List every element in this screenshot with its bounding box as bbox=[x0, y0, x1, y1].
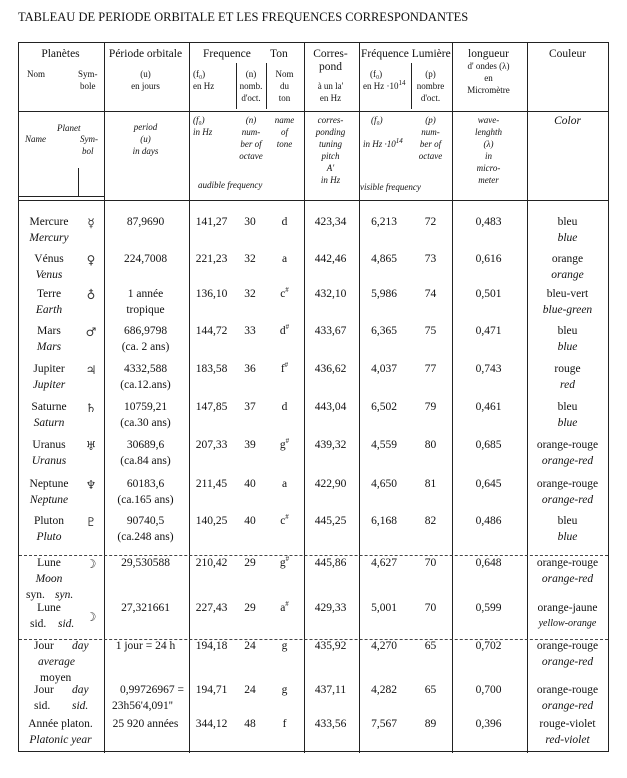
row-wavelength: 0,501 bbox=[475, 288, 502, 300]
row-period: 30689,6 bbox=[126, 439, 165, 451]
row-frequency: 136,10 bbox=[195, 288, 228, 300]
row-name-en: Uranus bbox=[31, 455, 67, 467]
row-name-fr: Mars bbox=[37, 325, 61, 337]
planet-symbol-icon: ♄ bbox=[85, 401, 97, 415]
row-tuning-pitch: 445,25 bbox=[314, 515, 347, 527]
row-color-en: blue bbox=[557, 531, 578, 543]
row-period: 0,99726967 = bbox=[120, 684, 184, 696]
row-period: 4332,588 bbox=[123, 363, 168, 375]
row-frequency: 140,25 bbox=[195, 515, 228, 527]
header-en-p-3: octave bbox=[418, 151, 443, 161]
row-light-frequency: 6,502 bbox=[371, 401, 397, 413]
row-tone bbox=[266, 719, 303, 731]
row-frequency: 147,85 bbox=[195, 401, 228, 413]
row-frequency: 221,23 bbox=[195, 253, 228, 265]
tone-name: c bbox=[280, 515, 286, 527]
header-visible-frequency: visible frequency bbox=[360, 182, 421, 192]
row-name-fr3: moyen bbox=[40, 672, 72, 684]
tone-sharp: # bbox=[284, 361, 289, 370]
header-fl-sym: (f₀) bbox=[370, 69, 383, 79]
row-tuning-pitch: 435,92 bbox=[314, 640, 347, 652]
row-tuning-pitch: 422,90 bbox=[314, 478, 347, 490]
row-wavelength: 0,471 bbox=[475, 325, 502, 337]
row-frequency: 207,33 bbox=[195, 439, 228, 451]
header-longueur-4: Micromètre bbox=[467, 85, 510, 95]
header-en-corr-3: tuning bbox=[318, 139, 342, 149]
row-frequency: 211,45 bbox=[195, 478, 228, 490]
row-tuning-pitch: 429,33 bbox=[314, 602, 347, 614]
row-tuning-pitch: 423,34 bbox=[314, 216, 347, 228]
header-planetes: Planètes bbox=[41, 48, 80, 60]
row-wavelength: 0,599 bbox=[475, 602, 502, 614]
row-light-octaves: 72 bbox=[424, 216, 437, 228]
header-en-p-sym: (p) bbox=[425, 115, 436, 125]
tone-name: g bbox=[279, 439, 286, 451]
row-color-en: orange-red bbox=[541, 700, 594, 712]
header-divider bbox=[19, 200, 608, 201]
row-tone bbox=[266, 286, 303, 301]
row-period: 87,9690 bbox=[126, 216, 165, 228]
row-color-en: blue-green bbox=[542, 304, 593, 316]
header-divider bbox=[19, 111, 608, 112]
header-n-2: d'oct. bbox=[241, 93, 261, 103]
row-wavelength: 0,461 bbox=[475, 401, 502, 413]
header-n-1: nomb. bbox=[239, 81, 263, 91]
row-period: 25 920 années bbox=[112, 718, 179, 730]
row-period: 1 année bbox=[127, 288, 164, 300]
row-octaves: 33 bbox=[244, 325, 256, 337]
row-light-frequency: 4,627 bbox=[371, 557, 397, 569]
row-color-en: blue bbox=[557, 341, 578, 353]
fl-unit-exp: 14 bbox=[398, 79, 406, 87]
row-name-en2: sid. bbox=[72, 700, 89, 712]
header-en-wave-3: (λ) bbox=[483, 139, 494, 149]
row-light-frequency: 5,001 bbox=[371, 602, 397, 614]
row-octaves: 36 bbox=[244, 363, 256, 375]
row-period: 90740,5 bbox=[126, 515, 165, 527]
header-en-f-unit: in Hz bbox=[193, 127, 213, 137]
row-name-fr: Neptune bbox=[29, 478, 69, 490]
row-wavelength: 0,645 bbox=[475, 478, 502, 490]
row-wavelength: 0,702 bbox=[475, 640, 502, 652]
row-period-2: tropique bbox=[126, 304, 165, 316]
header-fl-unit bbox=[363, 79, 406, 91]
header-couleur: Couleur bbox=[548, 48, 587, 60]
row-octaves: 40 bbox=[244, 478, 256, 490]
row-light-octaves: 81 bbox=[424, 478, 437, 490]
row-frequency: 194,18 bbox=[195, 640, 228, 652]
row-color-fr: orange-jaune bbox=[537, 602, 598, 614]
row-period-2: (ca.12.ans) bbox=[120, 379, 171, 391]
header-periode: Période orbitale bbox=[108, 48, 183, 60]
header-corr-4: en Hz bbox=[319, 93, 342, 103]
row-light-octaves: 73 bbox=[424, 253, 437, 265]
row-frequency: 194,71 bbox=[195, 684, 228, 696]
row-color-en: orange-red bbox=[541, 455, 594, 467]
row-wavelength: 0,648 bbox=[475, 557, 502, 569]
tone-name: g bbox=[281, 640, 288, 652]
header-name: Name bbox=[25, 134, 46, 144]
row-octaves: 39 bbox=[244, 439, 256, 451]
row-name-en: Venus bbox=[35, 269, 63, 281]
tone-name: a bbox=[281, 253, 288, 265]
row-name-en: day bbox=[72, 640, 89, 652]
row-wavelength: 0,616 bbox=[475, 253, 502, 265]
row-wavelength: 0,685 bbox=[475, 439, 502, 451]
header-symbole-1: Sym- bbox=[78, 69, 98, 79]
fl-unit-text-en: in Hz ·10 bbox=[363, 139, 396, 149]
row-light-frequency: 4,559 bbox=[371, 439, 397, 451]
section-divider bbox=[19, 555, 608, 556]
row-name-en: Saturn bbox=[33, 417, 65, 429]
row-name-en: Pluto bbox=[36, 531, 62, 543]
row-tone bbox=[266, 254, 303, 266]
row-light-frequency: 5,986 bbox=[371, 288, 397, 300]
header-en-tone-2: of bbox=[280, 127, 288, 137]
row-color-en: orange-red bbox=[541, 573, 594, 585]
planet-symbol-icon: ♃ bbox=[85, 363, 97, 377]
section-divider bbox=[19, 639, 608, 640]
row-color-en: blue bbox=[557, 417, 578, 429]
row-color-fr: bleu bbox=[557, 325, 578, 337]
row-color-fr: bleu bbox=[557, 401, 578, 413]
header-period-1: period bbox=[133, 122, 158, 132]
row-color-fr: bleu-vert bbox=[546, 288, 589, 300]
header-corr-2: pond bbox=[319, 61, 342, 73]
row-octaves: 40 bbox=[244, 515, 256, 527]
row-period: 29,530588 bbox=[121, 557, 170, 569]
row-name-fr: Saturne bbox=[31, 401, 67, 413]
sym-divider bbox=[19, 196, 104, 197]
header-longueur-1: longueur bbox=[468, 48, 509, 60]
row-tuning-pitch: 443,04 bbox=[314, 401, 347, 413]
row-light-frequency: 4,650 bbox=[371, 478, 397, 490]
row-name-en: Mars bbox=[36, 341, 62, 353]
header-p-sym: (p) bbox=[425, 69, 436, 79]
header-ton-2: du bbox=[280, 81, 289, 91]
row-tone bbox=[266, 402, 303, 414]
row-tuning-pitch: 442,46 bbox=[314, 253, 347, 265]
row-tuning-pitch: 433,67 bbox=[314, 325, 347, 337]
header-en-wave-1: wave- bbox=[477, 115, 500, 125]
tone-sharp: # bbox=[285, 323, 290, 332]
tone-sharp: # bbox=[285, 437, 290, 446]
row-name-fr: Mercure bbox=[29, 216, 69, 228]
row-tone bbox=[266, 555, 303, 570]
row-light-frequency: 6,365 bbox=[371, 325, 397, 337]
header-ton-3: ton bbox=[278, 93, 291, 103]
planet-symbol-icon: ♅ bbox=[85, 439, 97, 453]
header-frequence: Frequence bbox=[203, 48, 251, 60]
planet-symbol-icon: ♂ bbox=[85, 325, 97, 339]
row-color-fr: orange-rouge bbox=[536, 557, 599, 569]
row-color-en: blue bbox=[557, 232, 578, 244]
row-octaves: 29 bbox=[244, 602, 256, 614]
row-period-2: (ca.248 ans) bbox=[117, 531, 174, 543]
row-period: 224,7008 bbox=[123, 253, 168, 265]
row-light-frequency: 6,213 bbox=[371, 216, 397, 228]
header-symbole-2: bole bbox=[80, 81, 96, 91]
row-period: 10759,21 bbox=[123, 401, 168, 413]
row-octaves: 24 bbox=[244, 684, 256, 696]
header-symbol-1: Sym- bbox=[80, 134, 98, 144]
row-name-fr: Lune bbox=[37, 602, 61, 614]
header-en-n-1: num- bbox=[241, 127, 261, 137]
row-name-en: Platonic year bbox=[29, 734, 92, 746]
header-f-sym: (f₀) bbox=[193, 69, 206, 79]
row-tone bbox=[266, 600, 303, 615]
row-light-octaves: 89 bbox=[424, 718, 437, 730]
sub-divider bbox=[78, 168, 79, 196]
row-name-fr: Uranus bbox=[32, 439, 66, 451]
row-light-octaves: 70 bbox=[424, 557, 437, 569]
row-color-fr: bleu bbox=[557, 216, 578, 228]
row-name-fr: Jour bbox=[34, 640, 54, 652]
row-light-octaves: 80 bbox=[424, 439, 437, 451]
row-light-frequency: 4,282 bbox=[371, 684, 397, 696]
row-octaves: 30 bbox=[244, 216, 256, 228]
row-color-fr: rouge-violet bbox=[539, 718, 596, 730]
header-en-corr-4: pitch bbox=[321, 151, 340, 161]
header-en-corr-1: corres- bbox=[317, 115, 344, 125]
planet-symbol-icon: ♁ bbox=[86, 288, 96, 302]
header-f-unit: en Hz bbox=[193, 81, 215, 91]
header-en-tone-1: name bbox=[274, 115, 295, 125]
header-en-f-sym: (f₀) bbox=[193, 115, 205, 125]
row-wavelength: 0,483 bbox=[475, 216, 502, 228]
row-color-fr: orange-rouge bbox=[536, 439, 599, 451]
planet-symbol-icon: ☽ bbox=[85, 610, 97, 624]
row-name-fr2: sid. bbox=[34, 700, 51, 712]
row-tone bbox=[266, 685, 303, 697]
row-octaves: 24 bbox=[244, 640, 256, 652]
row-tone bbox=[266, 641, 303, 653]
header-longueur-2: d' ondes (λ) bbox=[467, 61, 510, 71]
row-color-fr: orange bbox=[551, 253, 584, 265]
row-tone bbox=[266, 217, 303, 229]
row-name-en-b: average bbox=[38, 656, 76, 668]
row-name-fr2: syn. bbox=[26, 589, 45, 601]
row-frequency: 141,27 bbox=[195, 216, 228, 228]
header-frequence-lumiere: Fréquence Lumière bbox=[361, 48, 451, 60]
planet-symbol-icon: ☽ bbox=[85, 557, 97, 571]
header-en-tone-3: tone bbox=[276, 139, 293, 149]
row-color-fr: bleu bbox=[557, 515, 578, 527]
row-name-fr: Pluton bbox=[33, 515, 65, 527]
row-name-en: Jupiter bbox=[32, 379, 66, 391]
planet-symbol-icon: ☿ bbox=[87, 216, 95, 230]
row-period-2: (ca.165 ans) bbox=[117, 494, 174, 506]
row-name-fr: Lune bbox=[37, 557, 61, 569]
header-periode-unit: en jours bbox=[131, 81, 160, 91]
row-light-frequency: 7,567 bbox=[371, 718, 397, 730]
planet-symbol-icon: ♆ bbox=[85, 478, 97, 492]
header-n-sym: (n) bbox=[245, 69, 257, 79]
row-light-octaves: 75 bbox=[424, 325, 437, 337]
header-en-wave-5: micro- bbox=[476, 163, 501, 173]
page-title: TABLEAU DE PERIODE ORBITALE ET LES FREQUENCES CORRESPONDANTES bbox=[18, 10, 469, 24]
header-ton-1: Nom bbox=[275, 69, 294, 79]
fl-unit-exp-en: 14 bbox=[395, 137, 403, 145]
row-light-octaves: 65 bbox=[424, 684, 437, 696]
header-period-2: (u) bbox=[140, 134, 151, 144]
header-period-3: in days bbox=[132, 146, 159, 156]
row-octaves: 29 bbox=[244, 557, 256, 569]
row-frequency: 344,12 bbox=[195, 718, 228, 730]
header-p-2: d'oct. bbox=[420, 93, 441, 103]
tone-name: d bbox=[279, 325, 286, 337]
row-tone bbox=[266, 361, 303, 376]
row-wavelength: 0,396 bbox=[475, 718, 502, 730]
row-name-en: Earth bbox=[35, 304, 63, 316]
row-name-en: Moon bbox=[35, 573, 63, 585]
row-frequency: 210,42 bbox=[195, 557, 228, 569]
row-light-frequency: 4,865 bbox=[371, 253, 397, 265]
row-color-en: orange-red bbox=[541, 656, 594, 668]
tone-name: c bbox=[280, 288, 286, 300]
tone-name: f bbox=[282, 718, 287, 730]
row-name-fr: Année platon. bbox=[28, 718, 93, 730]
row-period: 60183,6 bbox=[126, 478, 165, 490]
row-name-en2: sid. bbox=[58, 618, 75, 630]
row-light-frequency: 4,270 bbox=[371, 640, 397, 652]
row-tuning-pitch: 439,32 bbox=[314, 439, 347, 451]
row-period-2: (ca.84 ans) bbox=[120, 455, 171, 467]
row-tone bbox=[266, 323, 303, 338]
tone-name: a bbox=[280, 602, 286, 614]
row-frequency: 227,43 bbox=[195, 602, 228, 614]
row-name-en2: syn. bbox=[55, 589, 74, 601]
header-en-n-sym: (n) bbox=[245, 115, 257, 125]
header-periode-u: (u) bbox=[140, 69, 151, 79]
tone-sharp: # bbox=[285, 600, 289, 609]
row-frequency: 144,72 bbox=[195, 325, 228, 337]
row-wavelength: 0,486 bbox=[475, 515, 502, 527]
header-ton: Ton bbox=[270, 48, 288, 60]
header-planet: Planet bbox=[57, 123, 81, 133]
tone-name: d bbox=[281, 216, 288, 228]
row-color-en: red bbox=[560, 379, 575, 391]
planet-symbol-icon: ♀ bbox=[86, 253, 96, 267]
tone-sharp: # bbox=[285, 555, 290, 564]
header-nom: Nom bbox=[27, 69, 45, 79]
row-name-en: day bbox=[72, 684, 89, 696]
row-name-fr2: sid. bbox=[30, 618, 47, 630]
header-en-n-2: ber of bbox=[240, 139, 262, 149]
row-period: 1 jour = 24 h bbox=[115, 640, 176, 652]
fl-unit-text: en Hz ·10 bbox=[363, 81, 399, 91]
header-corr-3: à un la' bbox=[317, 81, 344, 91]
row-period-2: (ca.30 ans) bbox=[120, 417, 171, 429]
row-name-fr: Vénus bbox=[34, 253, 64, 265]
header-en-wave-2: lenghth bbox=[475, 127, 502, 137]
header-en-fl-unit bbox=[363, 137, 403, 149]
row-color-fr: orange-rouge bbox=[536, 684, 599, 696]
tone-sharp: # bbox=[285, 286, 289, 295]
row-period-2: (ca. 2 ans) bbox=[121, 341, 170, 353]
row-octaves: 32 bbox=[244, 288, 256, 300]
header-en-corr-6: in Hz bbox=[320, 175, 341, 185]
row-name-fr: Jour bbox=[34, 684, 54, 696]
tone-name: g bbox=[279, 557, 286, 569]
row-name-en: Neptune bbox=[29, 494, 69, 506]
row-color-en: orange bbox=[551, 269, 584, 281]
tone-name: g bbox=[281, 684, 288, 696]
row-color-en: yellow-orange bbox=[538, 618, 597, 629]
header-en-corr-2: ponding bbox=[315, 127, 346, 137]
row-octaves: 32 bbox=[244, 253, 256, 265]
row-light-octaves: 82 bbox=[424, 515, 437, 527]
header-en-corr-5: A' bbox=[326, 163, 335, 173]
planet-symbol-icon: ♇ bbox=[85, 515, 97, 529]
header-en-n-3: octave bbox=[239, 151, 263, 161]
tone-sharp: # bbox=[285, 513, 289, 522]
row-light-octaves: 74 bbox=[424, 288, 437, 300]
row-light-octaves: 79 bbox=[424, 401, 437, 413]
header-corr-1: Corres- bbox=[313, 48, 348, 60]
header-en-wave-6: meter bbox=[478, 175, 499, 185]
header-color: Color bbox=[554, 115, 581, 127]
row-tuning-pitch: 445,86 bbox=[314, 557, 347, 569]
row-tuning-pitch: 433,56 bbox=[314, 718, 347, 730]
row-color-en: red-violet bbox=[545, 734, 590, 746]
header-p-1: nombre bbox=[416, 81, 445, 91]
header-en-fl-sym: (f₀) bbox=[371, 115, 383, 125]
row-tuning-pitch: 437,11 bbox=[314, 684, 347, 696]
row-wavelength: 0,743 bbox=[475, 363, 502, 375]
row-name-en: Mercury bbox=[29, 232, 69, 244]
header-en-wave-4: in bbox=[484, 151, 492, 161]
tone-name: a bbox=[281, 478, 288, 490]
header-en-p-2: ber of bbox=[419, 139, 442, 149]
row-color-fr: rouge bbox=[554, 363, 581, 375]
row-light-octaves: 65 bbox=[424, 640, 437, 652]
row-color-fr: orange-rouge bbox=[536, 478, 599, 490]
row-light-frequency: 4,037 bbox=[371, 363, 397, 375]
row-light-octaves: 77 bbox=[424, 363, 437, 375]
row-light-octaves: 70 bbox=[424, 602, 437, 614]
row-color-en: orange-red bbox=[541, 494, 594, 506]
tone-name: f bbox=[280, 363, 285, 375]
row-octaves: 37 bbox=[244, 401, 256, 413]
row-tuning-pitch: 436,62 bbox=[314, 363, 347, 375]
row-tone bbox=[266, 437, 303, 452]
row-frequency: 183,58 bbox=[195, 363, 228, 375]
row-period-2: 23h56'4,091'' bbox=[112, 700, 173, 712]
row-name-fr: Jupiter bbox=[33, 363, 65, 375]
row-tuning-pitch: 432,10 bbox=[314, 288, 347, 300]
row-period: 27,321661 bbox=[121, 602, 170, 614]
row-color-fr: orange-rouge bbox=[536, 640, 599, 652]
header-longueur-3: en bbox=[484, 73, 493, 83]
row-light-frequency: 6,168 bbox=[371, 515, 397, 527]
header-audible-frequency: audible frequency bbox=[198, 180, 263, 190]
row-tone bbox=[266, 513, 303, 528]
header-en-p-1: num- bbox=[421, 127, 440, 137]
header-symbol-2: bol bbox=[82, 146, 94, 156]
tone-name: d bbox=[281, 401, 288, 413]
row-tone bbox=[266, 479, 303, 491]
row-octaves: 48 bbox=[244, 718, 256, 730]
row-wavelength: 0,700 bbox=[475, 684, 502, 696]
row-period: 686,9798 bbox=[123, 325, 168, 337]
row-name-fr: Terre bbox=[36, 288, 62, 300]
